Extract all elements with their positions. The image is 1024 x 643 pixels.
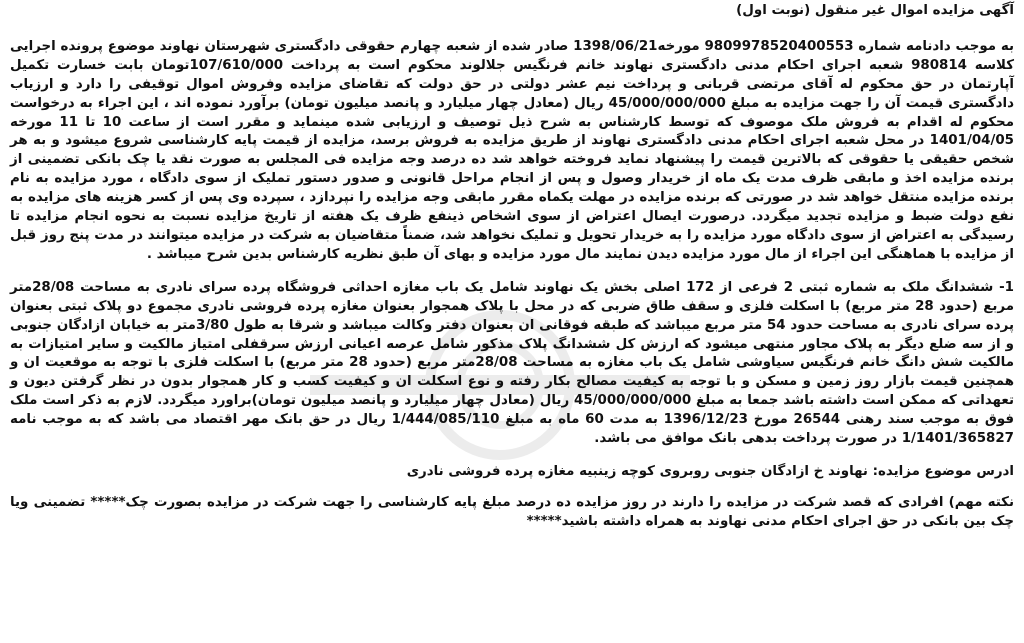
notice-title: آگهی مزایده اموال غیر منقول (نوبت اول) [736,3,1014,18]
auction-notice [10,2,1014,640]
notice-paragraph-address: ادرس موضوع مزایده: نهاوند خ ازادگان جنوبی روبروی کوچه زینبیه مغازه پرده فروشی نادری [406,463,1014,479]
notice-paragraph-property: 1- ششدانگ ملک به شماره ثبتی 2 فرعی از 172 اصلی بخش یک نهاوند شامل یک باب مغازه احداثی فروشگاه پرده سرای نادری به مساحت 28/08متر مربع (حدود 28 متر مربع) با اسکلت فلزی و سقف طاق ضربی که در محل با پلاک همجوار بعنوان مغازه پرده فروشی نادری مجموع دو پلاک ثبتی بعنوان پرده سرای نادری به مساحت حدود 54 متر مربع میباشد که طبقه فوقانی ان بعنوان دفتر وکالت میباشد و شرقا به طول 3/80متر به خیابان ازادگان جنوبی و از سه ضلع دیگر به پلاک مجاور منتهی میشود که ارزش کل ششدانگ پلاک مذکور شامل عرصه اعیانی ارزش سرقفلی امتیاز مالکیت و سایر امتیازات به مالکیت شش دانگ خانم فرنگیس سیاوشی شامل یک باب مغازه به مساحت 28/08متر مربع (حدود 28 متر مربع) با اسکلت فلزی با توجه به موقعیت ان و همچنین قیمت بازار روز زمین و مسکن و با توجه به کیفیت مصالح بکار رفته و نوع اسکلت ان و کیفیت کسب و کار همجوار بدون در نظر گرفتن دیون و تعهداتی که ممکن است داشته باشد جمعا به مبلغ 45/000/000/000 ریال (معادل چهار میلیارد و پانصد میلیون تومان)براورد میگردد. لازم به ذکر است ملک فوق به موجب سند رهنی 26544 مورخ 1396/12/23 به مدت 60 ماه به مبلغ 1/444/085/110 ریال در حق بانک مهر اقتصاد می باشد که به موجب نامه 1/1401/365827 در صورت پرداخت بدهی بانک موافق می باشد. [10,279,1015,447]
notice-paragraph-note: نکته مهم) افرادی که قصد شرکت در مزایده را دارند در روز مزایده ده درصد مبلغ پایه کارشناسی را جهت شرکت در مزایده بصورت چک***** تضمینی ویا چک بین بانکی در حق اجرای احکام مدنی نهاوند به همراه داشته باشید***** [10,494,1014,529]
notice-paragraph-main: به موجب دادنامه شماره 9809978520400553 مورخه1398/06/21 صادر شده از شعبه چهارم حقوقی دادگستری شهرستان نهاوند موضوع پرونده اجرایی کلاسه 980814 شعبه اجرای احکام مدنی دادگستری نهاوند خانم فرنگیس جلالوند محکوم است به پرداخت 107/610/000تومان بابت خسارت تکمیل آپارتمان در حق محکوم له آقای مرتضی قربانی و پرداخت نیم عشر دولتی در حق دولت که تقاضای مزایده وفروش اموال توقیفی را دارد و ارزیاب دادگستری قیمت آن را جهت مزایده به مبلغ 45/000/000/000 ریال (معادل چهار میلیارد و پانصد میلیون تومان) برآورد نموده اند ، این اجراء به درخواست محکوم له اقدام به فروش ملک موصوف که توسط کارشناس به شرح ذیل توصیف و ارزیابی شده مینماید و مقرر است از ساعت 10 تا 11 مورخه 1401/04/05 در محل شعبه اجرای احکام مدنی دادگستری نهاوند از طریق مزایده به فروش برسد، مزایده از قیمت پایه کارشناسی شروع میشود و به هر شخص حقیقی یا حقوقی که بالاترین قیمت را پیشنهاد نماید فروخته خواهد شد ده درصد وجه مزایده فی المجلس به صورت نقد یا چک بانکی تضمینی از برنده مزایده اخذ و مابقی ظرف مدت یک ماه از خریدار وصول و پس از انجام مراحل قانونی و صدور دستور تملیک از سوی دادگاه ، مورد مزایده به نام برنده مزایده منتقل خواهد شد در صورتی که برنده مزایده در مهلت یکماه مقرر مابقی وجه مزایده را نپردازد ، سپرده وی پس از کسر هزینه های مزایده به نفع دولت ضبط و مزایده تجدید میگردد. درصورت ایصال اعتراض از سوی اشخاص ذینفع ظرف یک هفته از تاریخ مزایده نسبت به نحوه انجام مزایده تا رسیدگی به اعتراض از سوی دادگاه مورد مزایده را به خریدار تحویل و تملیک نخواهد شد، ضمناً متقاضیان به شرکت در مزایده میتوانند در مدت پنج روز قبل از مزایده با هماهنگی این اجراء از مال مورد مزایده دیدن نمایند مال مورد مزایده و بهای آن طبق نظریه کارشناس بدین شرح میباشد . [10,38,1015,262]
